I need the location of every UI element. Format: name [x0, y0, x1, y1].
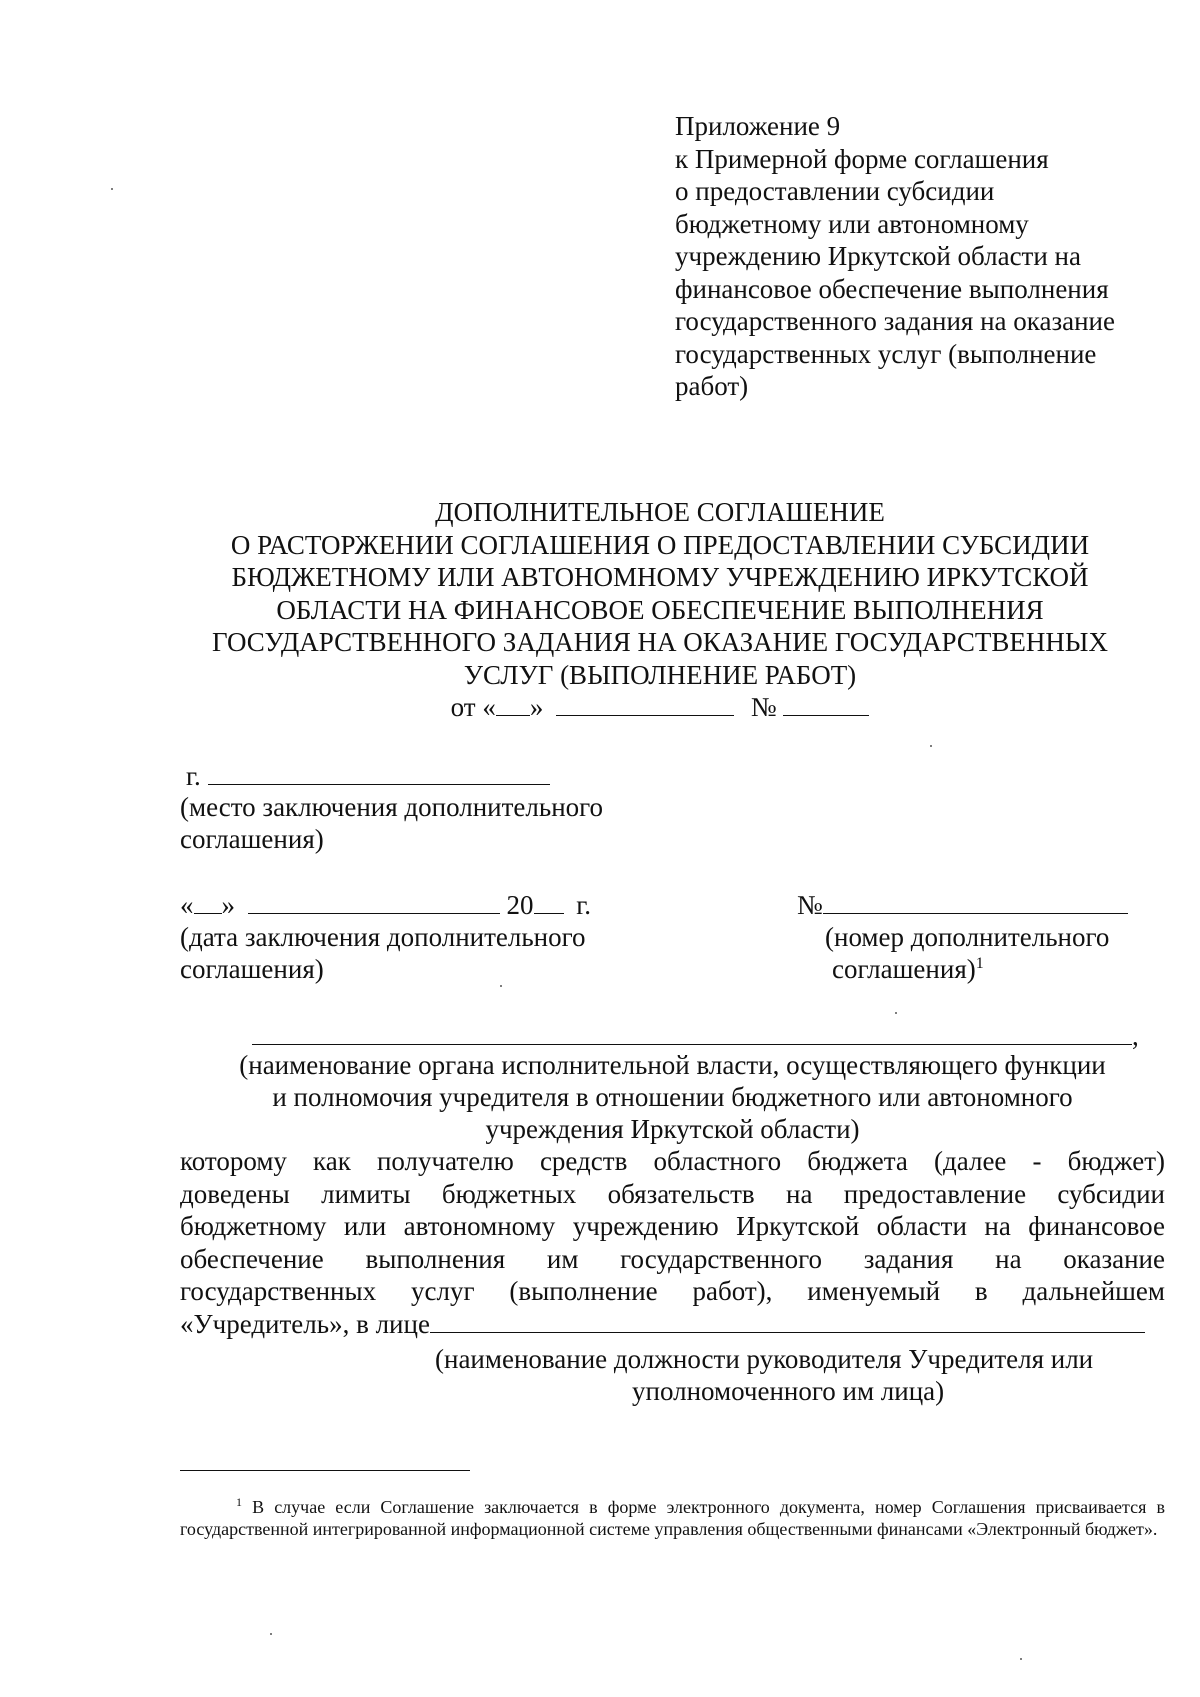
- founder-field: [252, 1020, 1139, 1051]
- title-month-blank[interactable]: [556, 691, 734, 716]
- year-prefix: 20: [506, 890, 534, 920]
- year-blank[interactable]: [534, 889, 564, 914]
- footnote-text: В случае если Соглашение заключается в форме электронного документа, номер Соглашения присваивается в государственной интегрированной информационной системе управления общественными финансами «Электронный бюджет».: [180, 1497, 1165, 1539]
- annex-line: финансовое обеспечение выполнения: [675, 273, 1109, 304]
- annex-line: государственных услуг (выполнение: [675, 338, 1097, 369]
- footnote-marker[interactable]: 1: [975, 955, 984, 972]
- founder-blank[interactable]: [252, 1020, 1132, 1045]
- title-day-blank[interactable]: [496, 691, 530, 716]
- annex-header: [675, 110, 1195, 403]
- scan-speck: [1020, 1658, 1022, 1660]
- annex-line: к Примерной форме соглашения: [675, 143, 1049, 174]
- footnote-rule: [180, 1470, 470, 1471]
- date-open-quote: «: [180, 890, 194, 920]
- founder-caption-2: и полномочия учредителя в отношении бюджетного или автономного: [272, 1082, 1073, 1112]
- scan-speck: [270, 1633, 272, 1635]
- body-last-line: [180, 1308, 1165, 1341]
- date-caption-1: (дата заключения дополнительного: [180, 922, 586, 952]
- title-date-line: [160, 691, 1160, 724]
- annex-line: о предоставлении субсидии: [675, 176, 995, 206]
- scan-speck: [930, 745, 932, 747]
- annex-line: учреждению Иркутской области на: [675, 241, 1081, 271]
- founder-caption-1: (наименование органа исполнительной власти, осуществляющего функции: [239, 1050, 1106, 1080]
- title-date-prefix: от «: [450, 692, 496, 722]
- representative-blank[interactable]: [430, 1308, 1145, 1333]
- number-sign: №: [797, 890, 823, 920]
- number-caption-2: [832, 954, 984, 984]
- title-number-sign: №: [750, 692, 777, 722]
- representative-caption-2: уполномоченного им лица): [632, 1376, 945, 1406]
- body-line: бюджетному или автономному учреждению Иркутской области на финансовое: [180, 1211, 1165, 1241]
- annex-line: Приложение 9: [675, 111, 841, 141]
- place-prefix: г.: [186, 761, 201, 791]
- scan-speck: [111, 188, 113, 190]
- footnote-mark: 1: [236, 1495, 242, 1509]
- title-line: О РАСТОРЖЕНИИ СОГЛАШЕНИЯ О ПРЕДОСТАВЛЕНИИ СУБСИДИИ: [230, 529, 1090, 560]
- title-line: БЮДЖЕТНОМУ ИЛИ АВТОНОМНОМУ УЧРЕЖДЕНИЮ ИРКУТСКОЙ: [231, 562, 1089, 592]
- founder-caption-3: учреждения Иркутской области): [485, 1114, 860, 1144]
- scan-speck: [895, 1012, 897, 1014]
- place-field: [186, 760, 550, 791]
- body-line: доведены лимиты бюджетных обязательств на предоставление субсидии: [180, 1178, 1165, 1209]
- representative-caption-1: (наименование должности руководителя Учредителя или: [435, 1344, 1094, 1374]
- body-line: государственных услуг (выполнение работ), именуемый в дальнейшем: [180, 1276, 1165, 1306]
- day-blank[interactable]: [194, 889, 222, 914]
- year-suffix: г.: [576, 890, 592, 920]
- body-last-prefix: «Учредитель», в лице: [180, 1308, 430, 1339]
- annex-line: государственного задания на оказание: [675, 306, 1115, 336]
- date-close-quote: »: [221, 890, 235, 920]
- place-caption-1: (место заключения дополнительного: [180, 792, 604, 822]
- footnote: [180, 1496, 1165, 1540]
- annex-line: бюджетному или автономному: [675, 208, 1029, 239]
- date-field: [180, 889, 591, 920]
- place-caption-2: соглашения): [180, 824, 324, 854]
- founder-line-end: ,: [1132, 1021, 1139, 1051]
- number-field: [797, 889, 1128, 920]
- agreement-body: [180, 1145, 1165, 1340]
- month-blank[interactable]: [248, 889, 500, 914]
- title-line: ОБЛАСТИ НА ФИНАНСОВОЕ ОБЕСПЕЧЕНИЕ ВЫПОЛНЕНИЯ: [276, 594, 1044, 625]
- number-caption-text: соглашения): [832, 954, 976, 984]
- date-caption-2: соглашения): [180, 954, 324, 984]
- title-date-close: »: [529, 692, 544, 722]
- title-line: ГОСУДАРСТВЕННОГО ЗАДАНИЯ НА ОКАЗАНИЕ ГОСУДАРСТВЕННЫХ: [212, 627, 1108, 657]
- body-line: которому как получателю средств областного бюджета (далее - бюджет): [180, 1146, 1165, 1176]
- title-line: ДОПОЛНИТЕЛЬНОЕ СОГЛАШЕНИЕ: [435, 497, 885, 527]
- title-line: УСЛУГ (ВЫПОЛНЕНИЕ РАБОТ): [463, 659, 857, 690]
- number-caption-1: (номер дополнительного: [825, 922, 1110, 952]
- body-line: обеспечение выполнения им государственного задания на оказание: [180, 1243, 1165, 1274]
- document-title: [160, 496, 1160, 724]
- title-number-blank[interactable]: [783, 691, 869, 716]
- place-blank[interactable]: [208, 760, 550, 785]
- number-blank[interactable]: [823, 889, 1128, 914]
- scan-speck: [500, 985, 502, 987]
- annex-line: работ): [675, 371, 749, 401]
